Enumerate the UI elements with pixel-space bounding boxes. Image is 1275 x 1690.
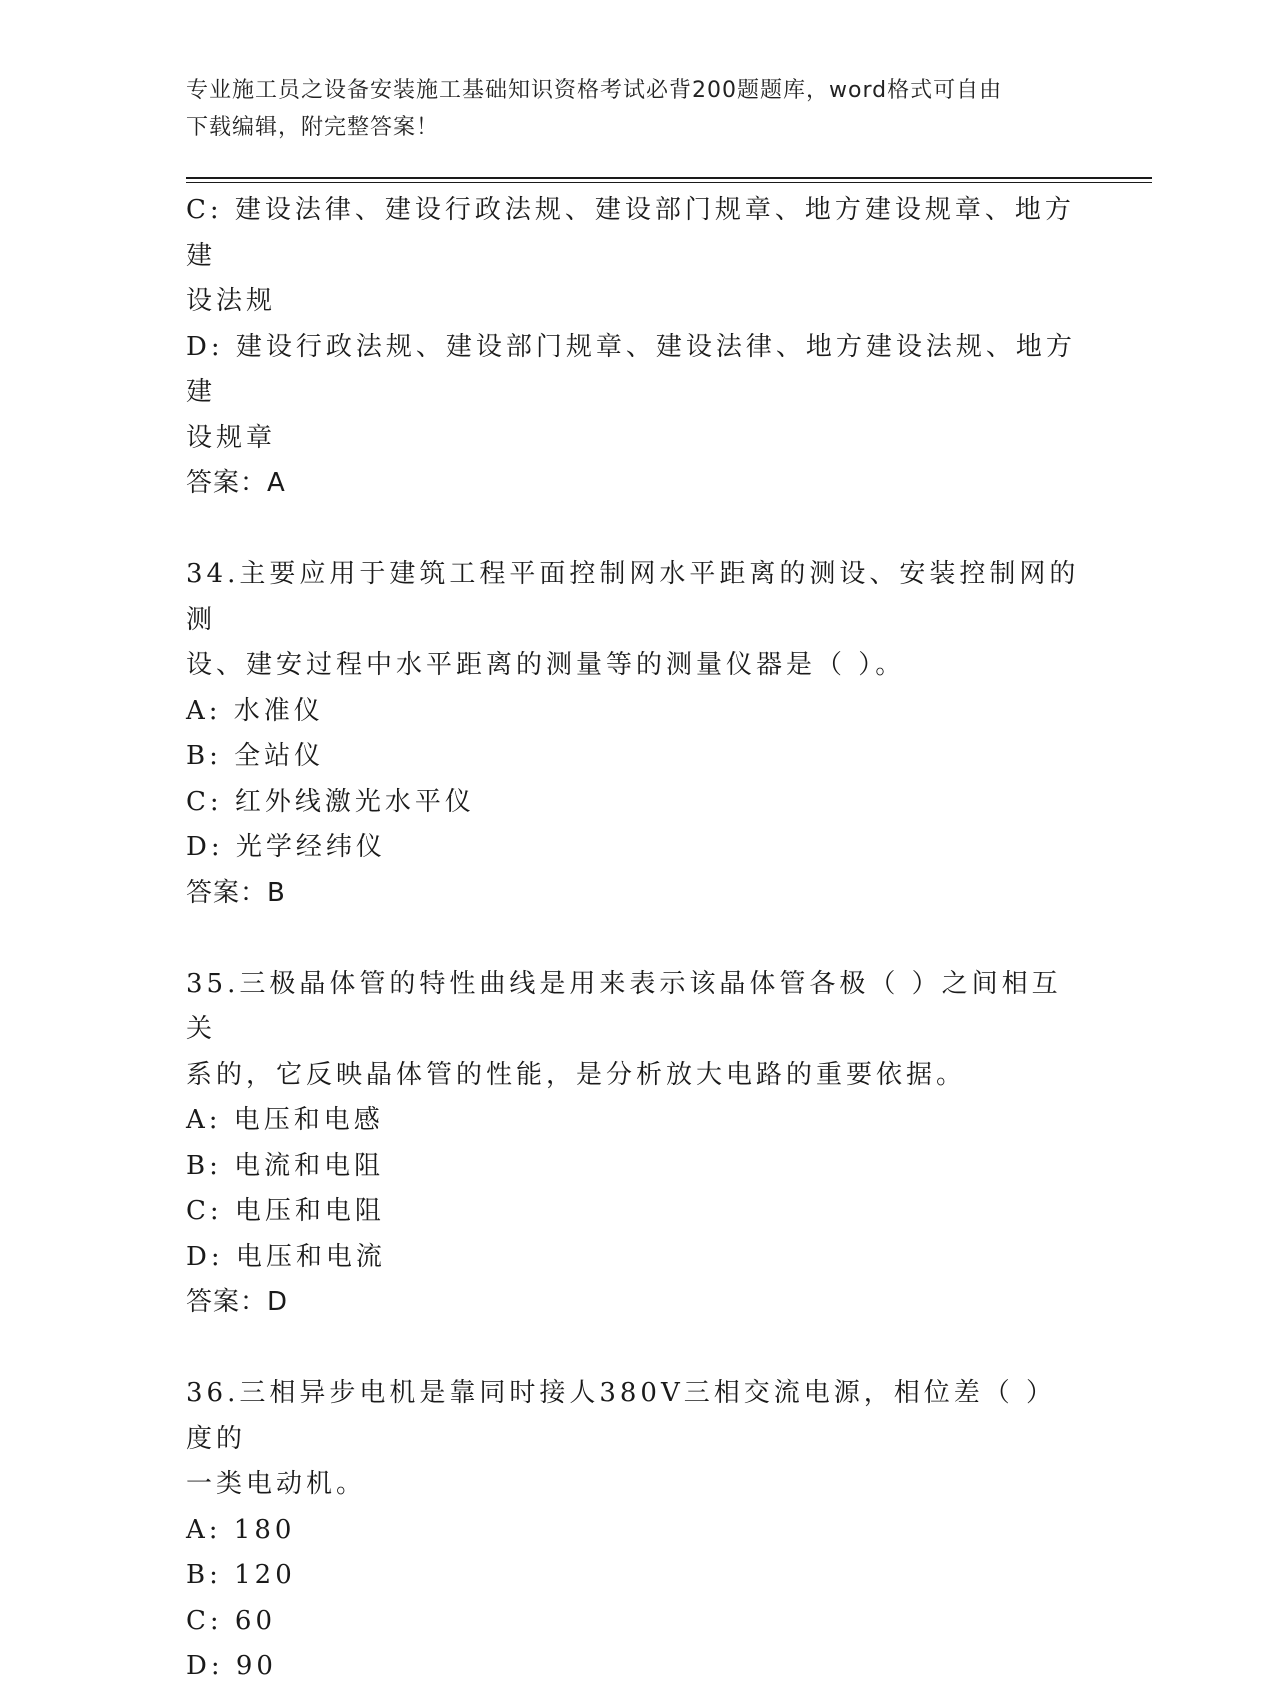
question-35-option-d: D: 电压和电流 bbox=[186, 1241, 386, 1272]
answer-34: 答案：B bbox=[186, 877, 286, 908]
spacer bbox=[186, 916, 1086, 962]
question-34-option-a: A: 水准仪 bbox=[186, 695, 324, 726]
question-35-stem-1: 35.三极晶体管的特性曲线是用来表示该晶体管各极（ ）之间相互关 bbox=[186, 968, 1062, 1044]
question-35-option-a: A: 电压和电感 bbox=[186, 1105, 384, 1135]
document-header bbox=[186, 72, 1066, 146]
question-34-stem-1: 34.主要应用于建筑工程平面控制网水平距离的测设、安装控制网的测 bbox=[186, 559, 1080, 635]
option-c-line-1: C: 建设法律、建设行政法规、建设部门规章、地方建设规章、地方建 bbox=[186, 195, 1075, 271]
question-36 bbox=[186, 1371, 1086, 1690]
question-36-stem-2: 一类电动机。 bbox=[186, 1469, 367, 1499]
spacer bbox=[186, 507, 1086, 553]
option-d-line-1: D: 建设行政法规、建设部门规章、建设法律、地方建设法规、地方建 bbox=[186, 331, 1076, 407]
question-36-option-a: A: 180 bbox=[186, 1514, 296, 1545]
question-36-option-c: C: 60 bbox=[186, 1605, 277, 1636]
answer-33: 答案：A bbox=[186, 468, 286, 498]
header-divider-thin bbox=[186, 182, 1152, 183]
answer-35: 答案：D bbox=[186, 1287, 289, 1317]
option-c-line-2: 设法规 bbox=[186, 286, 277, 316]
question-36-stem-1: 36.三相异步电机是靠同时接人380V三相交流电源，相位差（ ）度的 bbox=[186, 1378, 1057, 1454]
spacer bbox=[186, 1326, 1086, 1372]
question-35-option-c: C: 电压和电阻 bbox=[186, 1196, 385, 1226]
question-33-tail bbox=[186, 188, 1086, 507]
option-d-line-2: 设规章 bbox=[186, 422, 277, 453]
question-35-stem-2: 系的，它反映晶体管的性能，是分析放大电路的重要依据。 bbox=[186, 1059, 967, 1090]
document-body bbox=[186, 188, 1086, 1690]
question-34-stem-2: 设、建安过程中水平距离的测量等的测量仪器是（ ）。 bbox=[186, 650, 906, 680]
question-35 bbox=[186, 962, 1086, 1326]
header-line-2: 下载编辑，附完整答案！ bbox=[186, 115, 440, 140]
question-36-option-b: B: 120 bbox=[186, 1560, 296, 1590]
question-34-option-b: B: 全站仪 bbox=[186, 741, 325, 771]
question-34-option-d: D: 光学经纬仪 bbox=[186, 832, 386, 862]
question-35-option-b: B: 电流和电阻 bbox=[186, 1150, 385, 1181]
question-34 bbox=[186, 552, 1086, 916]
question-36-option-d: D: 90 bbox=[186, 1651, 277, 1681]
header-divider-thick bbox=[186, 177, 1152, 179]
header-line-1: 专业施工员之设备安装施工基础知识资格考试必背200题题库，word格式可自由 bbox=[186, 78, 1003, 103]
question-34-option-c: C: 红外线激光水平仪 bbox=[186, 786, 475, 817]
